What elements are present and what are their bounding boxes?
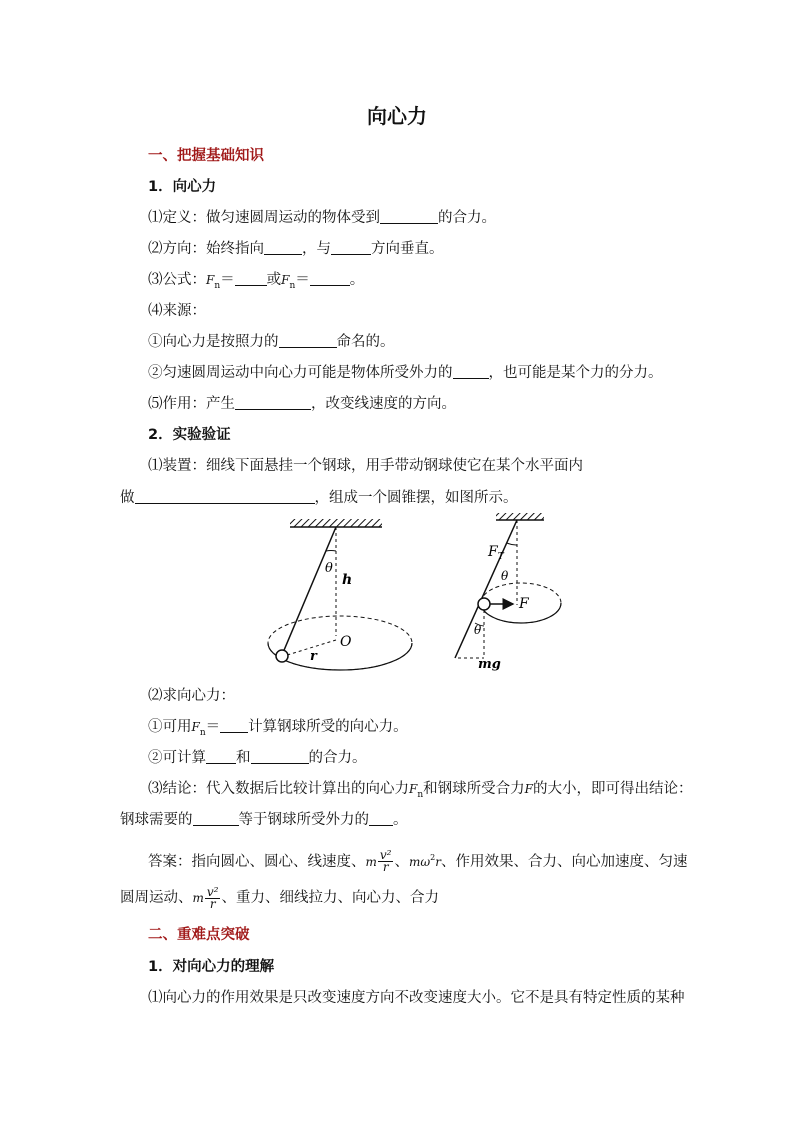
- subheading-experiment: 2．实验验证: [148, 427, 231, 443]
- ceiling-hatch: [290, 519, 382, 527]
- steel-ball: [276, 650, 288, 662]
- section-heading-basics: 一、把握基础知识: [148, 148, 264, 164]
- formula-line: ⑶公式：$F_n=$ 或$F_n=$ 。: [148, 272, 365, 291]
- device-line-2: 做 ，组成一个圆锥摆，如图所示。: [120, 490, 518, 506]
- radius-label: r: [310, 649, 317, 664]
- conclusion-line-2: 钢球需要的 等于钢球所受外力的 。: [120, 812, 408, 828]
- answer-line-2: 圆周运动、m $\frac{\text{v²}}{r}$ 、重力、细线拉力、向心力、合力: [120, 884, 439, 911]
- blank: [193, 810, 239, 826]
- section-heading-key-points: 二、重难点突破: [148, 927, 250, 943]
- source-line: ⑷来源：: [148, 303, 206, 319]
- calc-line-1: ①可用$F_n=$ 计算钢球所受的向心力。: [148, 719, 408, 738]
- device-line-1: ⑴装置：细线下面悬挂一个钢球，用手带动钢球使它在某个水平面内: [148, 458, 583, 474]
- calc-title: ⑵求向心力：: [148, 688, 235, 704]
- definition-line: ⑴定义：做匀速圆周运动的物体受到 的合力。: [148, 210, 496, 226]
- center-label: O: [340, 634, 352, 650]
- source-item-1: ①向心力是按照力的 命名的。: [148, 334, 395, 350]
- angle-arc-top: [507, 543, 517, 545]
- source-item-2: ②匀速圆周运动中向心力可能是物体所受外力的 ，也可能是某个力的分力。: [148, 365, 663, 381]
- height-label: h: [342, 572, 353, 588]
- force-label: F: [519, 596, 529, 612]
- theta-label: θ: [325, 561, 333, 576]
- angle-arc: [326, 550, 336, 551]
- ceiling-hatch: [496, 513, 544, 520]
- paragraph-1: ⑴向心力的作用效果是只改变速度方向不改变速度大小。它不是具有特定性质的某种: [148, 990, 685, 1006]
- subheading-centripetal-force: 1．向心力: [148, 179, 217, 195]
- fraction: $\frac{\text{v²}}{r}$: [379, 848, 392, 875]
- page-title: 向心力: [367, 104, 427, 128]
- gravity-label: mg: [478, 657, 501, 672]
- blank: [251, 748, 309, 764]
- direction-line: ⑵方向：始终指向 ，与 方向垂直。: [148, 241, 444, 257]
- blank: [369, 810, 393, 826]
- theta-label-bottom: θ: [474, 623, 482, 637]
- fraction: $\frac{\text{v²}}{r}$: [206, 884, 219, 911]
- steel-ball: [478, 598, 490, 610]
- answer-line-1: 答案：指向圆心、圆心、线速度、m $\frac{\text{v²}}{r}$ 、$m\omega^2r$、作用效果、合力、向心加速度、匀速: [148, 848, 688, 875]
- effect-line: ⑸作用：产生 ，改变线速度的方向。: [148, 396, 456, 412]
- subheading-understanding: 1．对向心力的理解: [148, 959, 275, 975]
- blank: [220, 717, 248, 733]
- theta-label-top: θ: [501, 569, 509, 583]
- left-pendulum-diagram: [268, 519, 412, 670]
- string: [282, 527, 336, 655]
- blank: [206, 748, 236, 764]
- right-pendulum-diagram: [455, 513, 561, 672]
- tension-label: $F_T$: [488, 544, 504, 562]
- string-and-resultant: [455, 520, 517, 658]
- calc-line-2: ②可计算 和 的合力。: [148, 750, 367, 766]
- conclusion-line-1: ⑶结论：代入数据后比较计算出的向心力$F_n$和钢球所受合力F的大小，即可得出结论：: [148, 781, 693, 800]
